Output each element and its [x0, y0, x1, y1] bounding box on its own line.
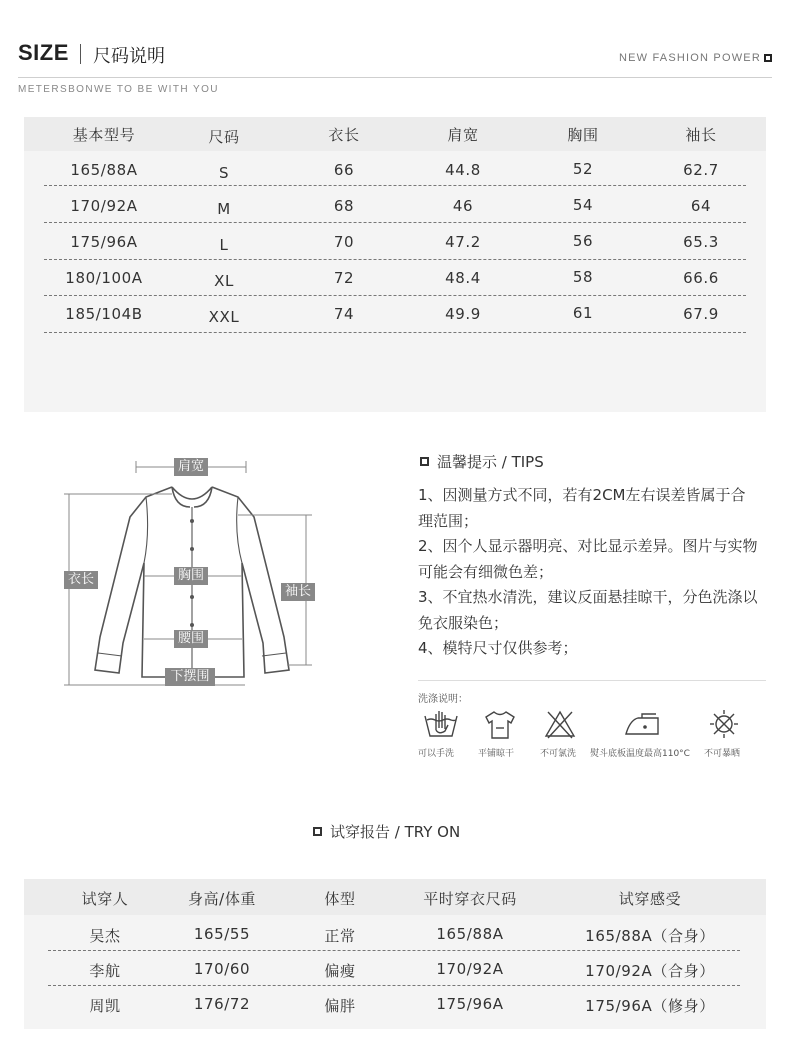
- size-cell: 47.2: [445, 233, 481, 251]
- wash-label: 可以手洗: [418, 749, 455, 759]
- brand-slogan-text: NEW FASHION POWER: [618, 52, 761, 64]
- size-cell: 175/96A: [70, 233, 138, 251]
- tryon-header-feeling: 试穿感受: [618, 890, 682, 908]
- header-rule: [18, 77, 772, 78]
- wash-label: 平铺晾干: [478, 749, 515, 759]
- size-cell: 44.8: [445, 161, 481, 179]
- tryon-cell: 175/96A: [436, 995, 504, 1013]
- tryon-cell: 李航: [89, 962, 121, 980]
- size-cell: 170/92A: [70, 197, 138, 215]
- size-cell: 56: [572, 232, 594, 250]
- size-header-model: 基本型号: [72, 126, 136, 144]
- row-divider: [44, 332, 746, 334]
- row-divider: [44, 222, 746, 224]
- wash-heading: 洗涤说明：: [418, 694, 468, 705]
- size-cell: 66: [333, 161, 355, 179]
- size-cell: 48.4: [445, 269, 481, 287]
- tryon-cell: 165/55: [193, 925, 251, 943]
- shirt-measurement-diagram: [62, 455, 322, 690]
- sleeve-label: 袖长: [281, 583, 315, 601]
- tips-heading: [420, 451, 544, 472]
- tryon-header-name: 试穿人: [81, 890, 129, 908]
- tryon-cell: 165/88A: [436, 925, 504, 943]
- size-heading-cn: 尺码说明: [93, 46, 165, 67]
- wash-divider: [418, 680, 766, 681]
- hand-wash-icon: [419, 708, 463, 740]
- size-cell: XL: [214, 272, 234, 290]
- size-cell: M: [217, 200, 231, 218]
- shoulder-label: 肩宽: [174, 458, 208, 476]
- no-sun-dry-icon: [702, 708, 746, 740]
- tryon-cell: 170/92A（合身）: [585, 962, 715, 980]
- tip-item: 2、因个人显示器明亮、对比显示差异。图片与实物可能会有细微色差；: [418, 537, 758, 581]
- size-header-chest: 胸围: [567, 126, 599, 144]
- size-cell: 72: [333, 269, 355, 287]
- size-cell: 54: [572, 196, 594, 214]
- size-cell: S: [218, 164, 230, 182]
- size-cell: XXL: [208, 308, 240, 326]
- tryon-table: [24, 879, 766, 1029]
- size-cell: 68: [333, 197, 355, 215]
- brand-subtitle: METERSBONWE TO BE WITH YOU: [18, 84, 219, 95]
- iron-icon: [620, 708, 664, 740]
- tryon-cell: 175/96A（修身）: [585, 997, 715, 1015]
- size-cell: 49.9: [445, 305, 481, 323]
- square-bullet-icon: [420, 457, 429, 466]
- row-divider: [44, 295, 746, 297]
- header-divider: [80, 44, 81, 64]
- size-cell: 66.6: [683, 269, 719, 287]
- flat-dry-icon: [478, 708, 522, 740]
- row-divider: [48, 985, 740, 987]
- tryon-heading-text: 试穿报告 / TRY ON: [330, 823, 461, 841]
- size-cell: 165/88A: [70, 161, 138, 179]
- size-cell: 58: [572, 268, 594, 286]
- size-header-length: 衣长: [328, 126, 360, 144]
- size-cell: 61: [572, 304, 594, 322]
- tryon-header-height-weight: 身高/体重: [187, 890, 257, 908]
- tryon-heading: [313, 821, 460, 842]
- tip-item: 1、因测量方式不同，若有2CM左右误差皆属于合理范围；: [418, 486, 746, 530]
- size-cell: 62.7: [683, 161, 719, 179]
- row-divider: [44, 259, 746, 261]
- tryon-header-body-type: 体型: [324, 890, 356, 908]
- size-cell: 46: [452, 197, 474, 215]
- row-divider: [44, 185, 746, 187]
- no-bleach-icon: [538, 708, 582, 740]
- size-cell: 64: [690, 197, 712, 215]
- size-cell: 74: [333, 305, 355, 323]
- size-heading: SIZE: [18, 40, 69, 65]
- size-header-sleeve: 袖长: [685, 126, 717, 144]
- hem-label: 下摆围: [165, 668, 215, 686]
- size-cell: 67.9: [683, 305, 719, 323]
- wash-label: 熨斗底板温度最高110°C: [590, 749, 690, 759]
- size-cell: 70: [333, 233, 355, 251]
- tryon-cell: 176/72: [193, 995, 251, 1013]
- tips-heading-text: 温馨提示 / TIPS: [437, 453, 544, 471]
- tryon-cell: 吴杰: [89, 927, 121, 945]
- size-cell: 65.3: [683, 233, 719, 251]
- wash-label: 不可氯洗: [540, 749, 577, 759]
- size-table: [24, 117, 766, 412]
- tryon-header-usual-size: 平时穿衣尺码: [423, 890, 517, 908]
- row-divider: [48, 950, 740, 952]
- size-cell: L: [219, 236, 229, 254]
- tryon-cell: 偏瘦: [324, 962, 356, 980]
- tips-list: [418, 483, 758, 662]
- tryon-cell: 正常: [324, 927, 356, 945]
- brand-slogan: [619, 52, 772, 64]
- size-cell: 185/104B: [65, 305, 143, 323]
- length-label: 衣长: [64, 571, 98, 589]
- tip-item: 3、不宜热水清洗，建议反面悬挂晾干，分色洗涤以免衣服染色；: [418, 588, 758, 632]
- waist-label: 腰围: [174, 630, 208, 648]
- chest-label: 胸围: [174, 567, 208, 585]
- tryon-cell: 周凯: [89, 997, 121, 1015]
- square-bullet-icon: [313, 827, 322, 836]
- size-cell: 180/100A: [65, 269, 143, 287]
- tryon-cell: 170/60: [193, 960, 251, 978]
- tryon-cell: 偏胖: [324, 997, 356, 1015]
- size-cell: 52: [572, 160, 594, 178]
- size-header-shoulder: 肩宽: [447, 126, 479, 144]
- wash-label: 不可暴晒: [704, 749, 741, 759]
- square-bullet-icon: [764, 54, 772, 62]
- size-header-size: 尺码: [208, 128, 240, 146]
- tip-item: 4、模特尺寸仅供参考；: [418, 639, 578, 657]
- tryon-cell: 170/92A: [436, 960, 504, 978]
- tryon-cell: 165/88A（合身）: [585, 927, 715, 945]
